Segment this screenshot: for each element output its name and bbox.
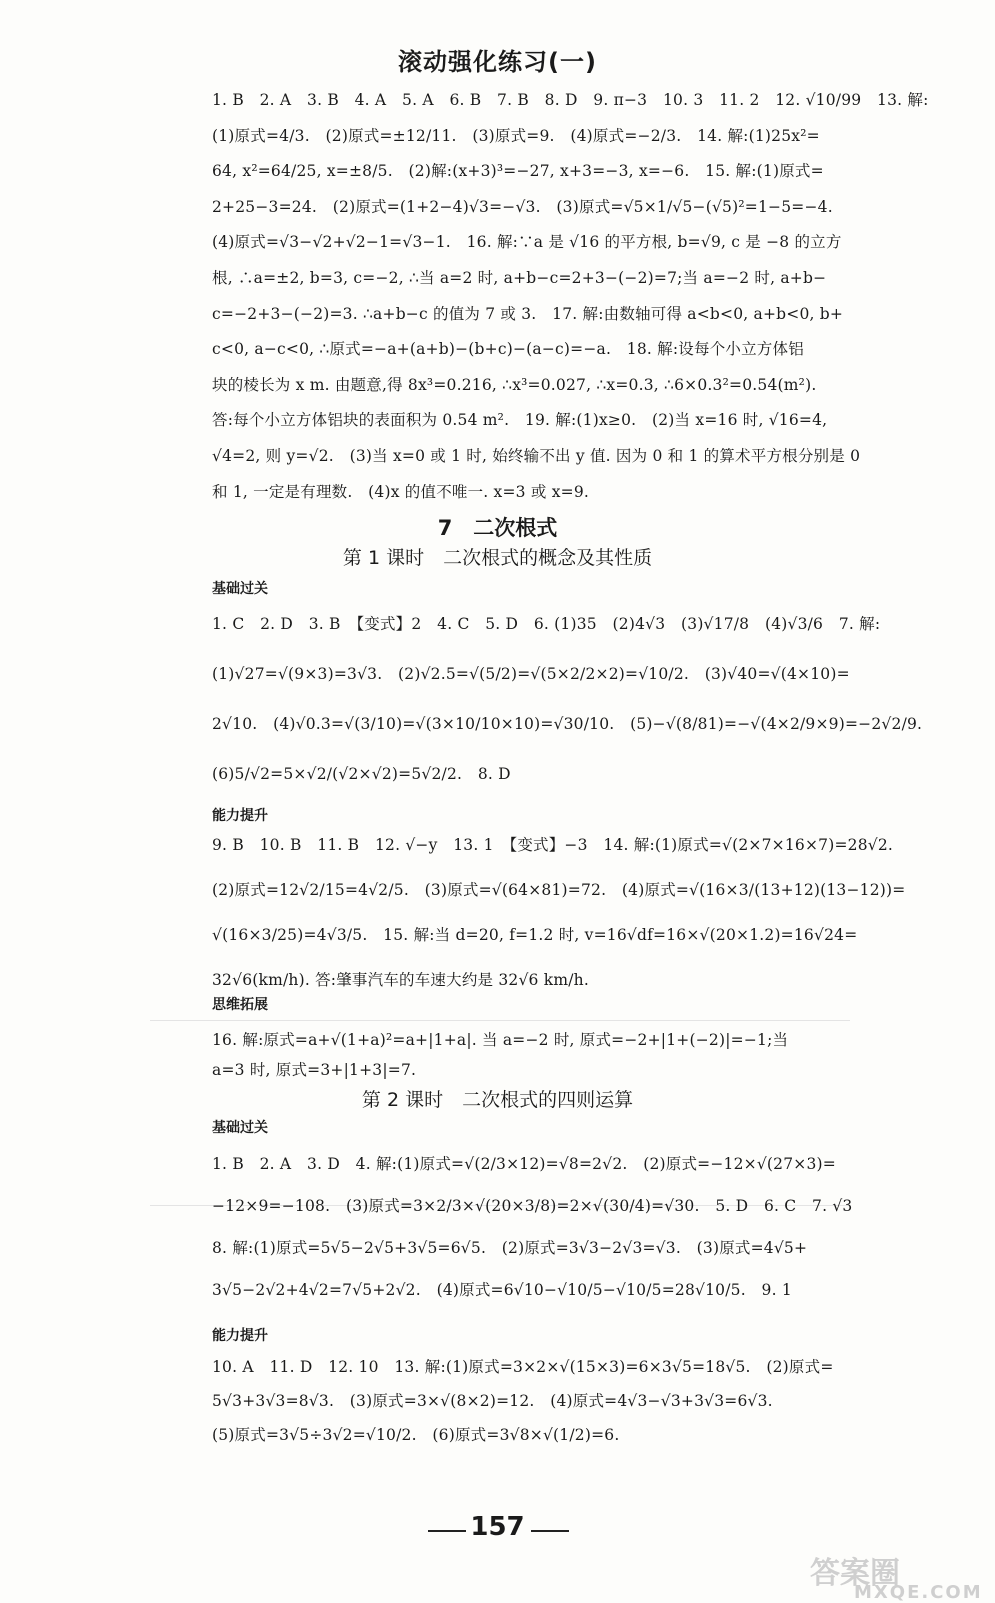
page-number-dash-right <box>531 1530 569 1532</box>
review-answer-line: 答:每个小立方体铝块的表面积为 0.54 m². 19. 解:(1)x≥0. (2)当 x=16 时, √16=4, <box>212 411 828 430</box>
lesson1-basic-line: (6)5/√2=5×√2/(√2×√2)=5√2/2. 8. D <box>212 765 511 783</box>
lesson1-ability-line: √(16×3/25)=4√3/5. 15. 解:当 d=20, f=1.2 时, v=16√df=16×√(20×1.2)=16√24= <box>212 926 858 944</box>
lesson2-basic-line: 8. 解:(1)原式=5√5−2√5+3√5=6√5. (2)原式=3√3−2√3=√3. (3)原式=4√5+ <box>212 1239 808 1257</box>
lesson2-basic-label: 基础过关 <box>212 1120 268 1136</box>
lesson2-basic-line: −12×9=−108. (3)原式=3×2/3×√(20×3/8)=2×√(30/4)=√30. 5. D 6. C 7. √3 <box>212 1197 853 1215</box>
review-answer-line: 块的棱长为 x m. 由题意,得 8x³=0.216, ∴x³=0.027, ∴x=0.3, ∴6×0.3²=0.54(m²). <box>212 375 817 394</box>
lesson2-basic-line: 3√5−2√2+4√2=7√5+2√2. (4)原式=6√10−√10/5−√10/5=28√10/5. 9. 1 <box>212 1281 792 1299</box>
lesson2-ability-label: 能力提升 <box>212 1328 268 1344</box>
lesson2-ability-line: (5)原式=3√5÷3√2=√10/2. (6)原式=3√8×√(1/2)=6. <box>212 1426 620 1444</box>
watermark-logo <box>810 1548 990 1603</box>
lesson2-ability-line: 5√3+3√3=8√3. (3)原式=3×√(8×2)=12. (4)原式=4√3−√3+3√3=6√3. <box>212 1392 773 1410</box>
review-answer-line: c=−2+3−(−2)=3. ∴a+b−c 的值为 7 或 3. 17. 解:由数轴可得 a<b<0, a+b<0, b+ <box>212 304 844 323</box>
divider <box>150 1020 850 1021</box>
review-answer-line: 1. B 2. A 3. B 4. A 5. A 6. B 7. B 8. D 9. π−3 10. 3 11. 2 12. √10/99 13. 解: <box>212 91 929 109</box>
main-title: 滚动强化练习(一) <box>398 48 597 76</box>
lesson1-ability-line: (2)原式=12√2/15=4√2/5. (3)原式=√(64×81)=72. (4)原式=√(16×3/(13+12)(13−12))= <box>212 881 906 899</box>
lesson1-thinking-line: 16. 解:原式=a+√(1+a)²=a+|1+a|. 当 a=−2 时, 原式=−2+|1+(−2)|=−1;当 <box>212 1031 789 1049</box>
lesson1-thinking-label: 思维拓展 <box>212 997 268 1013</box>
watermark-logo-text: 答案圈 <box>810 1556 900 1591</box>
page-number: 157 <box>470 1512 525 1542</box>
review-answer-line: c<0, a−c<0, ∴原式=−a+(a+b)−(b+c)−(a−c)=−a. 18. 解:设每个小立方体铝 <box>212 340 804 359</box>
review-answer-line: (4)原式=√3−√2+√2−1=√3−1. 16. 解:∵a 是 √16 的平方根, b=√9, c 是 −8 的立方 <box>212 233 842 252</box>
lesson1-basic-line: 1. C 2. D 3. B 【变式】2 4. C 5. D 6. (1)35 (2)4√3 (3)√17/8 (4)√3/6 7. 解: <box>212 615 881 633</box>
watermark-url: MXQE.COM <box>854 1582 983 1603</box>
section-title: 7 二次根式 <box>437 516 558 540</box>
lesson1-title: 第 1 课时 二次根式的概念及其性质 <box>342 547 653 569</box>
lesson1-ability-label: 能力提升 <box>212 808 268 824</box>
lesson1-basic-line: 2√10. (4)√0.3=√(3/10)=√(3×10/10×10)=√30/10. (5)−√(8/81)=−√(4×2/9×9)=−2√2/9. <box>212 715 923 733</box>
lesson2-ability-line: 10. A 11. D 12. 10 13. 解:(1)原式=3×2×√(15×3)=6×3√5=18√5. (2)原式= <box>212 1358 834 1376</box>
lesson1-ability-line: 9. B 10. B 11. B 12. √−y 13. 1 【变式】−3 14. 解:(1)原式=√(2×7×16×7)=28√2. <box>212 836 894 854</box>
review-answer-line: 根, ∴a=±2, b=3, c=−2, ∴当 a=2 时, a+b−c=2+3−(−2)=7;当 a=−2 时, a+b− <box>212 269 827 287</box>
review-answer-line: (1)原式=4/3. (2)原式=±12/11. (3)原式=9. (4)原式=−2/3. 14. 解:(1)25x²= <box>212 126 820 145</box>
lesson1-ability-line: 32√6(km/h). 答:肇事汽车的车速大约是 32√6 km/h. <box>212 971 589 989</box>
lesson2-basic-line: 1. B 2. A 3. D 4. 解:(1)原式=√(2/3×12)=√8=2√2. (2)原式=−12×√(27×3)= <box>212 1155 836 1173</box>
lesson1-basic-label: 基础过关 <box>212 581 268 597</box>
review-answer-line: 2+25−3=24. (2)原式=(1+2−4)√3=−√3. (3)原式=√5×1/√5−(√5)²=1−5=−4. <box>212 197 833 216</box>
lesson2-title: 第 2 课时 二次根式的四则运算 <box>361 1089 634 1111</box>
review-answer-line: √4=2, 则 y=√2. (3)当 x=0 或 1 时, 始终输不出 y 值. 因为 0 和 1 的算术平方根分别是 0 <box>212 447 861 465</box>
lesson1-basic-line: (1)√27=√(9×3)=3√3. (2)√2.5=√(5/2)=√(5×2/2×2)=√10/2. (3)√40=√(4×10)= <box>212 665 850 683</box>
review-answer-line: 和 1, 一定是有理数. (4)x 的值不唯一. x=3 或 x=9. <box>212 482 590 501</box>
review-answer-line: 64, x²=64/25, x=±8/5. (2)解:(x+3)³=−27, x+3=−3, x=−6. 15. 解:(1)原式= <box>212 162 824 181</box>
lesson1-thinking-line: a=3 时, 原式=3+|1+3|=7. <box>212 1061 417 1079</box>
